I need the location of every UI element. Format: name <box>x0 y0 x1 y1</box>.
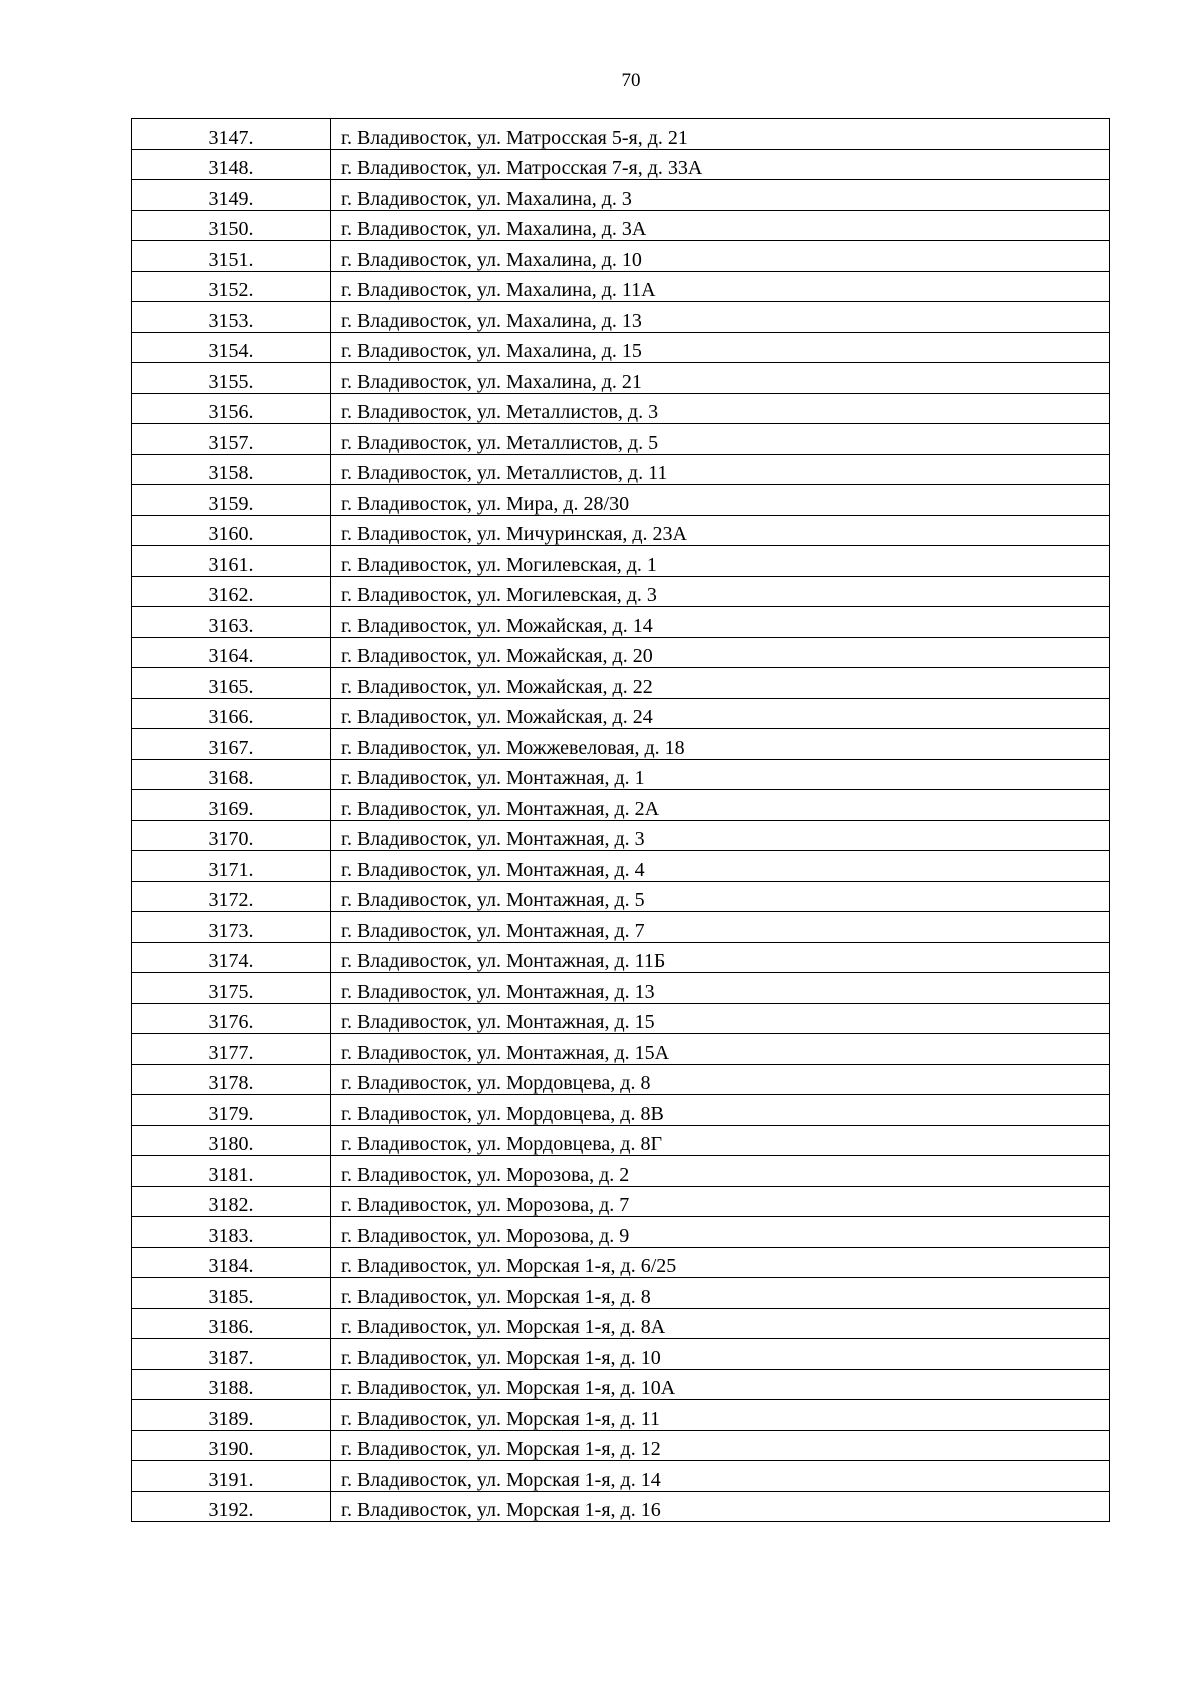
row-number: 3164. <box>132 637 331 668</box>
table-row <box>132 668 1110 699</box>
table-row <box>132 576 1110 607</box>
row-address: г. Владивосток, ул. Махалина, д. 21 <box>331 363 1110 394</box>
row-number: 3166. <box>132 698 331 729</box>
table-row <box>132 424 1110 455</box>
row-number: 3179. <box>132 1095 331 1126</box>
table-row <box>132 1034 1110 1065</box>
address-table <box>131 118 1110 1522</box>
table-row <box>132 820 1110 851</box>
row-number: 3174. <box>132 942 331 973</box>
row-address: г. Владивосток, ул. Морская 1-я, д. 10 <box>331 1339 1110 1370</box>
table-row <box>132 1308 1110 1339</box>
table-row <box>132 607 1110 638</box>
table-row <box>132 637 1110 668</box>
table-row <box>132 241 1110 272</box>
row-number: 3186. <box>132 1308 331 1339</box>
row-address: г. Владивосток, ул. Можайская, д. 14 <box>331 607 1110 638</box>
row-address: г. Владивосток, ул. Металлистов, д. 3 <box>331 393 1110 424</box>
table-row <box>132 942 1110 973</box>
row-address: г. Владивосток, ул. Могилевская, д. 1 <box>331 546 1110 577</box>
row-number: 3151. <box>132 241 331 272</box>
table-row <box>132 1156 1110 1187</box>
row-address: г. Владивосток, ул. Махалина, д. 3А <box>331 210 1110 241</box>
table-row <box>132 180 1110 211</box>
row-number: 3162. <box>132 576 331 607</box>
row-number: 3147. <box>132 119 331 150</box>
row-address: г. Владивосток, ул. Мира, д. 28/30 <box>331 485 1110 516</box>
row-number: 3188. <box>132 1369 331 1400</box>
row-number: 3155. <box>132 363 331 394</box>
page-number: 70 <box>621 70 641 91</box>
row-number: 3148. <box>132 149 331 180</box>
table-row <box>132 119 1110 150</box>
row-address: г. Владивосток, ул. Монтажная, д. 5 <box>331 881 1110 912</box>
row-address: г. Владивосток, ул. Монтажная, д. 4 <box>331 851 1110 882</box>
row-address: г. Владивосток, ул. Морская 1-я, д. 16 <box>331 1491 1110 1522</box>
row-address: г. Владивосток, ул. Морская 1-я, д. 10А <box>331 1369 1110 1400</box>
row-address: г. Владивосток, ул. Мордовцева, д. 8Г <box>331 1125 1110 1156</box>
row-address: г. Владивосток, ул. Монтажная, д. 1 <box>331 759 1110 790</box>
row-number: 3161. <box>132 546 331 577</box>
table-row <box>132 973 1110 1004</box>
row-number: 3163. <box>132 607 331 638</box>
row-address: г. Владивосток, ул. Матросская 7-я, д. 33А <box>331 149 1110 180</box>
row-address: г. Владивосток, ул. Морозова, д. 9 <box>331 1217 1110 1248</box>
table-row <box>132 1278 1110 1309</box>
table-row <box>132 485 1110 516</box>
row-address: г. Владивосток, ул. Морская 1-я, д. 6/25 <box>331 1247 1110 1278</box>
row-address: г. Владивосток, ул. Монтажная, д. 2А <box>331 790 1110 821</box>
row-number: 3153. <box>132 302 331 333</box>
row-address: г. Владивосток, ул. Махалина, д. 10 <box>331 241 1110 272</box>
row-number: 3171. <box>132 851 331 882</box>
table-row <box>132 1461 1110 1492</box>
row-address: г. Владивосток, ул. Монтажная, д. 15А <box>331 1034 1110 1065</box>
row-address: г. Владивосток, ул. Морская 1-я, д. 8А <box>331 1308 1110 1339</box>
row-address: г. Владивосток, ул. Махалина, д. 15 <box>331 332 1110 363</box>
row-address: г. Владивосток, ул. Морская 1-я, д. 11 <box>331 1400 1110 1431</box>
row-number: 3150. <box>132 210 331 241</box>
row-number: 3180. <box>132 1125 331 1156</box>
row-address: г. Владивосток, ул. Монтажная, д. 3 <box>331 820 1110 851</box>
table-row <box>132 546 1110 577</box>
row-number: 3159. <box>132 485 331 516</box>
row-address: г. Владивосток, ул. Морская 1-я, д. 8 <box>331 1278 1110 1309</box>
row-number: 3160. <box>132 515 331 546</box>
table-row <box>132 393 1110 424</box>
row-address: г. Владивосток, ул. Можайская, д. 22 <box>331 668 1110 699</box>
row-address: г. Владивосток, ул. Морская 1-я, д. 14 <box>331 1461 1110 1492</box>
row-address: г. Владивосток, ул. Можайская, д. 24 <box>331 698 1110 729</box>
row-number: 3158. <box>132 454 331 485</box>
row-number: 3172. <box>132 881 331 912</box>
table-row <box>132 1125 1110 1156</box>
table-row <box>132 790 1110 821</box>
row-address: г. Владивосток, ул. Монтажная, д. 11Б <box>331 942 1110 973</box>
table-row <box>132 729 1110 760</box>
row-address: г. Владивосток, ул. Махалина, д. 3 <box>331 180 1110 211</box>
row-number: 3185. <box>132 1278 331 1309</box>
table-row <box>132 302 1110 333</box>
table-row <box>132 515 1110 546</box>
row-address: г. Владивосток, ул. Мордовцева, д. 8 <box>331 1064 1110 1095</box>
table-row <box>132 1186 1110 1217</box>
row-number: 3192. <box>132 1491 331 1522</box>
table-row <box>132 881 1110 912</box>
row-address: г. Владивосток, ул. Махалина, д. 11А <box>331 271 1110 302</box>
row-number: 3178. <box>132 1064 331 1095</box>
table-row <box>132 332 1110 363</box>
row-address: г. Владивосток, ул. Морозова, д. 7 <box>331 1186 1110 1217</box>
row-address: г. Владивосток, ул. Матросская 5-я, д. 21 <box>331 119 1110 150</box>
row-address: г. Владивосток, ул. Мичуринская, д. 23А <box>331 515 1110 546</box>
table-row <box>132 1095 1110 1126</box>
row-number: 3176. <box>132 1003 331 1034</box>
table-row <box>132 851 1110 882</box>
row-address: г. Владивосток, ул. Морская 1-я, д. 12 <box>331 1430 1110 1461</box>
row-address: г. Владивосток, ул. Монтажная, д. 13 <box>331 973 1110 1004</box>
row-number: 3165. <box>132 668 331 699</box>
table-row <box>132 1217 1110 1248</box>
row-number: 3184. <box>132 1247 331 1278</box>
table-row <box>132 1064 1110 1095</box>
row-address: г. Владивосток, ул. Могилевская, д. 3 <box>331 576 1110 607</box>
row-number: 3168. <box>132 759 331 790</box>
row-address: г. Владивосток, ул. Можжевеловая, д. 18 <box>331 729 1110 760</box>
table-row <box>132 1339 1110 1370</box>
address-table-body <box>132 119 1110 1522</box>
table-row <box>132 1003 1110 1034</box>
row-number: 3187. <box>132 1339 331 1370</box>
row-number: 3173. <box>132 912 331 943</box>
table-row <box>132 1247 1110 1278</box>
row-number: 3156. <box>132 393 331 424</box>
table-row <box>132 149 1110 180</box>
row-number: 3177. <box>132 1034 331 1065</box>
table-row <box>132 363 1110 394</box>
table-row <box>132 1430 1110 1461</box>
row-number: 3154. <box>132 332 331 363</box>
row-number: 3182. <box>132 1186 331 1217</box>
row-address: г. Владивосток, ул. Монтажная, д. 15 <box>331 1003 1110 1034</box>
table-row <box>132 912 1110 943</box>
row-address: г. Владивосток, ул. Мордовцева, д. 8В <box>331 1095 1110 1126</box>
row-number: 3175. <box>132 973 331 1004</box>
row-address: г. Владивосток, ул. Металлистов, д. 5 <box>331 424 1110 455</box>
row-number: 3181. <box>132 1156 331 1187</box>
row-number: 3157. <box>132 424 331 455</box>
row-address: г. Владивосток, ул. Монтажная, д. 7 <box>331 912 1110 943</box>
row-number: 3167. <box>132 729 331 760</box>
table-row <box>132 759 1110 790</box>
row-number: 3191. <box>132 1461 331 1492</box>
row-number: 3189. <box>132 1400 331 1431</box>
row-number: 3169. <box>132 790 331 821</box>
table-row <box>132 1400 1110 1431</box>
row-address: г. Владивосток, ул. Металлистов, д. 11 <box>331 454 1110 485</box>
row-number: 3152. <box>132 271 331 302</box>
row-number: 3190. <box>132 1430 331 1461</box>
row-address: г. Владивосток, ул. Можайская, д. 20 <box>331 637 1110 668</box>
table-row <box>132 1369 1110 1400</box>
row-number: 3149. <box>132 180 331 211</box>
table-row <box>132 271 1110 302</box>
row-number: 3170. <box>132 820 331 851</box>
table-row <box>132 698 1110 729</box>
row-address: г. Владивосток, ул. Морозова, д. 2 <box>331 1156 1110 1187</box>
table-row <box>132 210 1110 241</box>
row-number: 3183. <box>132 1217 331 1248</box>
row-address: г. Владивосток, ул. Махалина, д. 13 <box>331 302 1110 333</box>
table-row <box>132 454 1110 485</box>
table-row <box>132 1491 1110 1522</box>
